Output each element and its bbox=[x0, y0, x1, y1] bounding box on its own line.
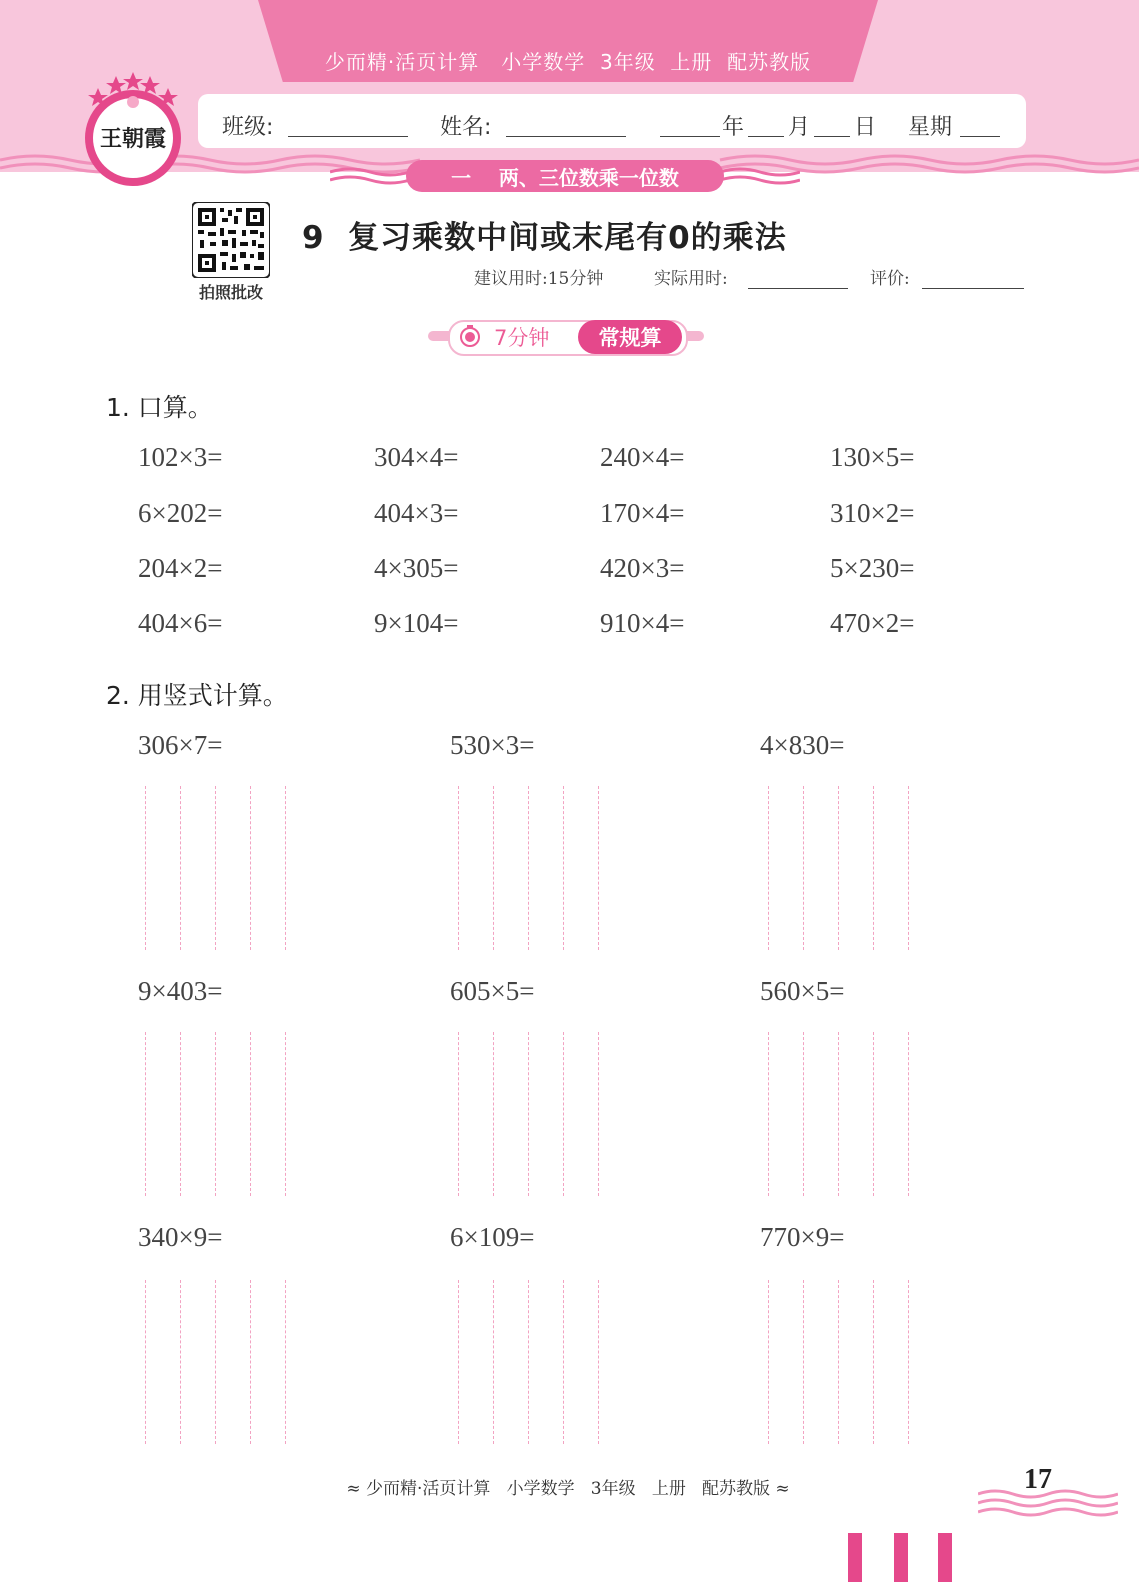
oral-calc-item: 130×5= bbox=[830, 442, 915, 472]
oral-calc-item: 4×305= bbox=[374, 553, 459, 583]
publisher-logo bbox=[78, 68, 188, 188]
oral-calc-item: 404×3= bbox=[374, 498, 459, 528]
evaluation-field[interactable] bbox=[922, 288, 1024, 289]
vertical-calc-item: 605×5= bbox=[450, 976, 535, 1006]
qr-code-icon[interactable] bbox=[192, 202, 270, 278]
oral-calc-item: 6×202= bbox=[138, 498, 223, 528]
oral-calc-item: 170×4= bbox=[600, 498, 685, 528]
page-tab-marks bbox=[842, 1533, 962, 1582]
evaluation-label: 评价: bbox=[870, 269, 910, 289]
vertical-calc-item: 9×403= bbox=[138, 976, 223, 1006]
oral-calc-item: 420×3= bbox=[600, 553, 685, 583]
year-field[interactable] bbox=[660, 136, 720, 137]
footer-text: ≈ 少而精·活页计算 小学数学 3年级 上册 配苏教版 ≈ bbox=[346, 1479, 790, 1499]
actual-time-label: 实际用时: bbox=[654, 269, 728, 289]
actual-time-field[interactable] bbox=[748, 288, 848, 289]
name-label: 姓名: bbox=[440, 115, 492, 140]
class-field[interactable] bbox=[288, 136, 408, 137]
oral-calc-item: 310×2= bbox=[830, 498, 915, 528]
student-info-bar bbox=[198, 94, 1026, 148]
work-area[interactable] bbox=[458, 1032, 603, 1196]
name-field[interactable] bbox=[506, 136, 626, 137]
oral-calc-item: 304×4= bbox=[374, 442, 459, 472]
qr-caption: 拍照批改 bbox=[198, 283, 263, 302]
unit-title: 一 两、三位数乘一位数 bbox=[451, 166, 679, 190]
oral-calc-item: 9×104= bbox=[374, 608, 459, 638]
vertical-calc-item: 6×109= bbox=[450, 1222, 535, 1252]
logo-text: 王朝霞 bbox=[99, 126, 167, 152]
footer-waves bbox=[978, 1486, 1118, 1522]
oral-calc-item: 470×2= bbox=[830, 608, 915, 638]
oral-calc-item: 240×4= bbox=[600, 442, 685, 472]
vertical-calc-item: 4×830= bbox=[760, 730, 845, 760]
work-area[interactable] bbox=[145, 786, 290, 950]
weekday-label: 星期 bbox=[908, 115, 953, 140]
vertical-calc-item: 560×5= bbox=[760, 976, 845, 1006]
month-label: 月 bbox=[788, 115, 811, 140]
work-area[interactable] bbox=[768, 1280, 913, 1444]
section2-heading: 2. 用竖式计算。 bbox=[106, 681, 288, 710]
month-field[interactable] bbox=[748, 136, 784, 137]
vertical-calc-item: 530×3= bbox=[450, 730, 535, 760]
work-area[interactable] bbox=[145, 1280, 290, 1444]
oral-calc-item: 404×6= bbox=[138, 608, 223, 638]
work-area[interactable] bbox=[458, 786, 603, 950]
weekday-field[interactable] bbox=[960, 136, 1000, 137]
class-label: 班级: bbox=[222, 115, 274, 140]
oral-calc-item: 910×4= bbox=[600, 608, 685, 638]
timer-icon bbox=[458, 324, 482, 348]
vertical-calc-item: 770×9= bbox=[760, 1222, 845, 1252]
oral-calc-item: 102×3= bbox=[138, 442, 223, 472]
work-area[interactable] bbox=[458, 1280, 603, 1444]
page-number: 17 bbox=[1024, 1464, 1052, 1495]
lesson-title: 9 复习乘数中间或末尾有0的乘法 bbox=[302, 220, 787, 256]
timer-text: 7分钟 bbox=[494, 326, 550, 350]
day-label: 日 bbox=[854, 115, 877, 140]
book-series-title: 少而精·活页计算 小学数学 3年级 上册 配苏教版 bbox=[324, 50, 812, 74]
suggested-time: 建议用时:15分钟 bbox=[474, 269, 604, 289]
timer-badge-text: 常规算 bbox=[598, 326, 662, 350]
year-label: 年 bbox=[722, 115, 745, 140]
oral-calc-item: 5×230= bbox=[830, 553, 915, 583]
vertical-calc-item: 340×9= bbox=[138, 1222, 223, 1252]
work-area[interactable] bbox=[768, 1032, 913, 1196]
day-field[interactable] bbox=[814, 136, 850, 137]
work-area[interactable] bbox=[768, 786, 913, 950]
oral-calc-item: 204×2= bbox=[138, 553, 223, 583]
work-area[interactable] bbox=[145, 1032, 290, 1196]
section1-heading: 1. 口算。 bbox=[106, 393, 213, 422]
vertical-calc-item: 306×7= bbox=[138, 730, 223, 760]
